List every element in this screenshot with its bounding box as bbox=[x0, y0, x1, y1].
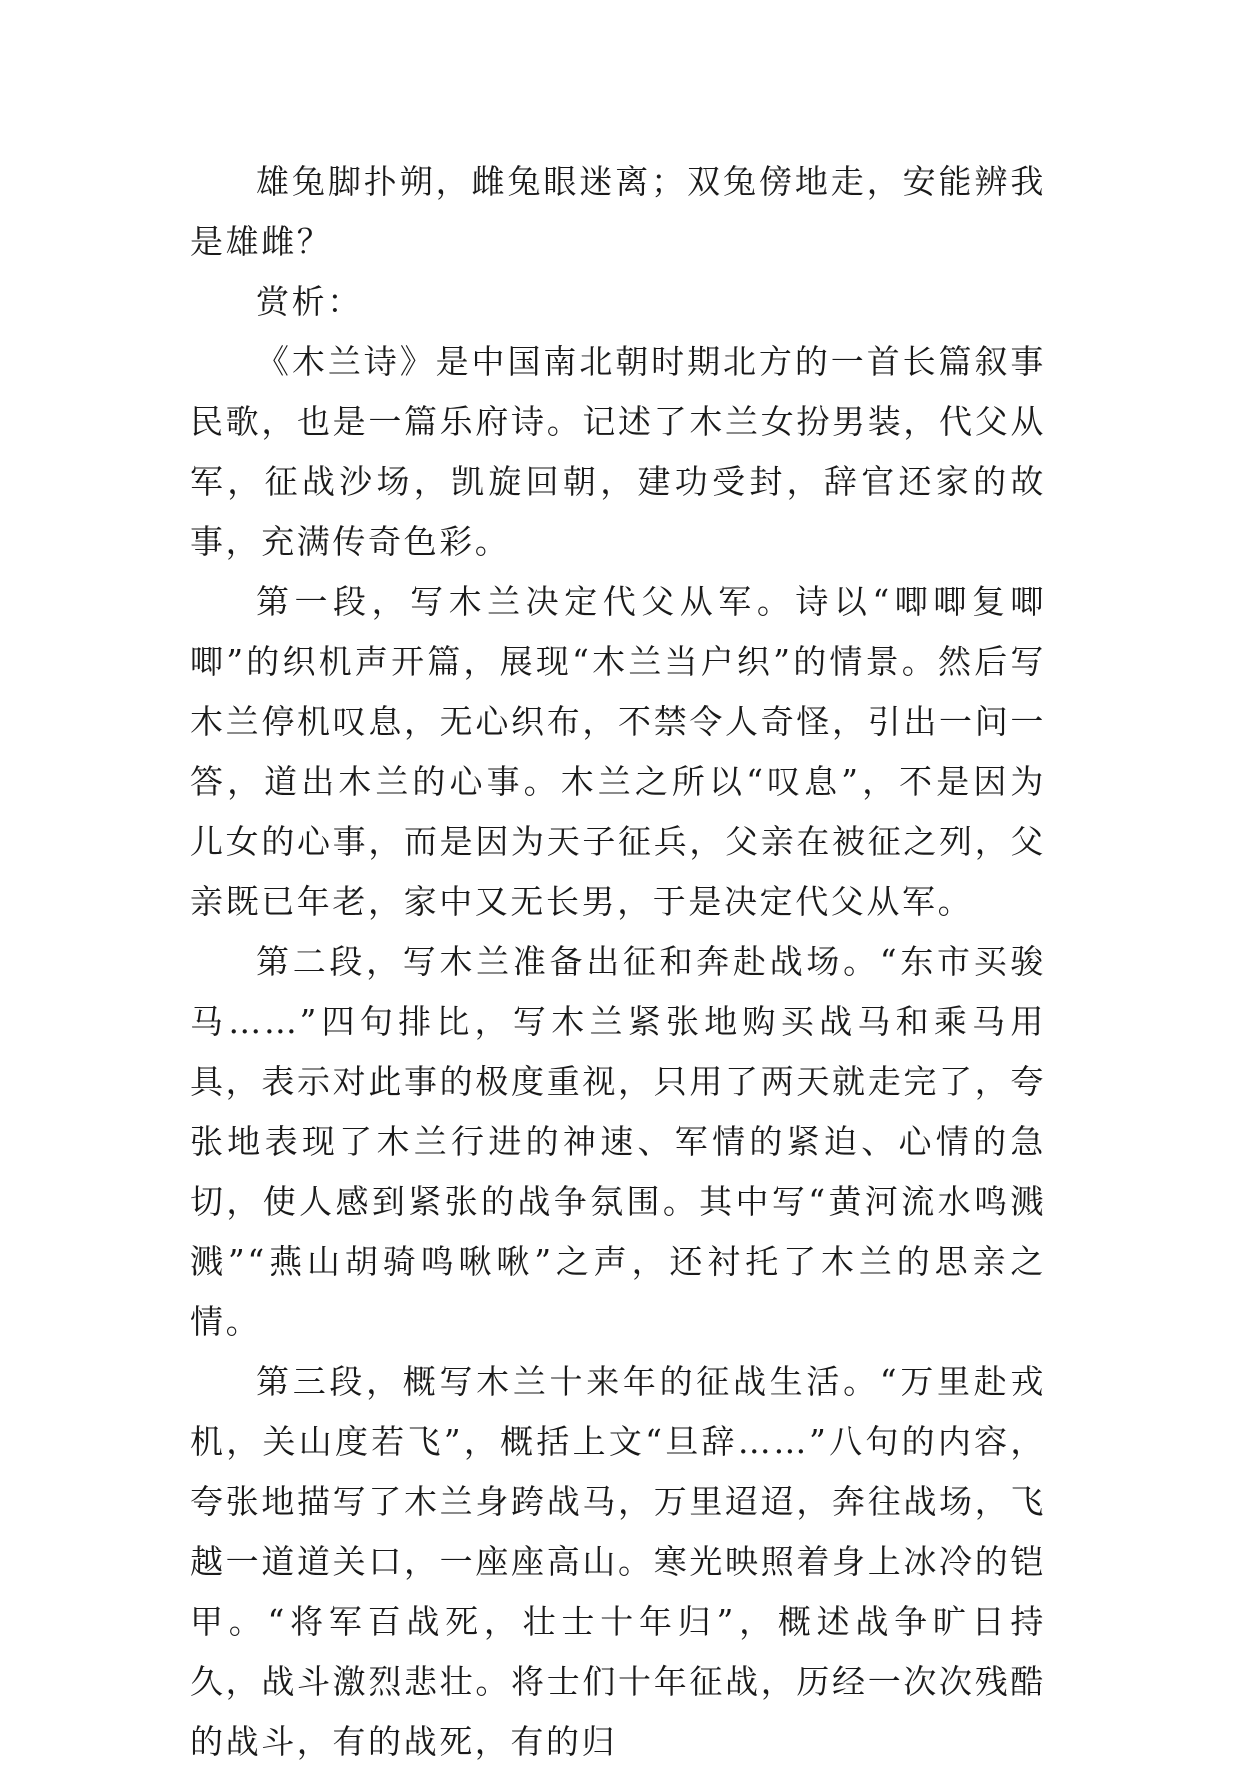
appreciation-heading: 赏析： bbox=[256, 282, 363, 321]
document-body bbox=[190, 152, 1046, 1772]
section-two-paragraph: 第二段，写木兰准备出征和奔赴战场。“东市买骏马……”四句排比，写木兰紧张地购买战马和乘马用具，表示对此事的极度重视，只用了两天就走完了，夸张地表现了木兰行进的神速、军情的紧迫、心情的急切，使人感到紧张的战争氛围。其中写“黄河流水鸣溅溅”“燕山胡骑鸣啾啾”之声，还衬托了木兰的思亲之情。 bbox=[190, 942, 1046, 1341]
section-one-paragraph: 第一段，写木兰决定代父从军。诗以“唧唧复唧唧”的织机声开篇，展现“木兰当户织”的情景。然后写木兰停机叹息，无心织布，不禁令人奇怪，引出一问一答，道出木兰的心事。木兰之所以“叹息”，不是因为儿女的心事，而是因为天子征兵，父亲在被征之列，父亲既已年老，家中又无长男，于是决定代父从军。 bbox=[190, 582, 1046, 921]
poem-closing-lines: 雄兔脚扑朔，雌兔眼迷离；双兔傍地走，安能辨我是雄雌？ bbox=[190, 162, 1046, 261]
intro-paragraph: 《木兰诗》是中国南北朝时期北方的一首长篇叙事民歌，也是一篇乐府诗。记述了木兰女扮男装，代父从军，征战沙场，凯旋回朝，建功受封，辞官还家的故事，充满传奇色彩。 bbox=[190, 342, 1046, 561]
section-three-paragraph: 第三段，概写木兰十来年的征战生活。“万里赴戎机，关山度若飞”，概括上文“旦辞……”八句的内容，夸张地描写了木兰身跨战马，万里迢迢，奔往战场，飞越一道道关口，一座座高山。寒光映照着身上冰冷的铠甲。“将军百战死，壮士十年归”，概述战争旷日持久，战斗激烈悲壮。将士们十年征战，历经一次次残酷的战斗，有的战死，有的归 bbox=[190, 1362, 1046, 1761]
